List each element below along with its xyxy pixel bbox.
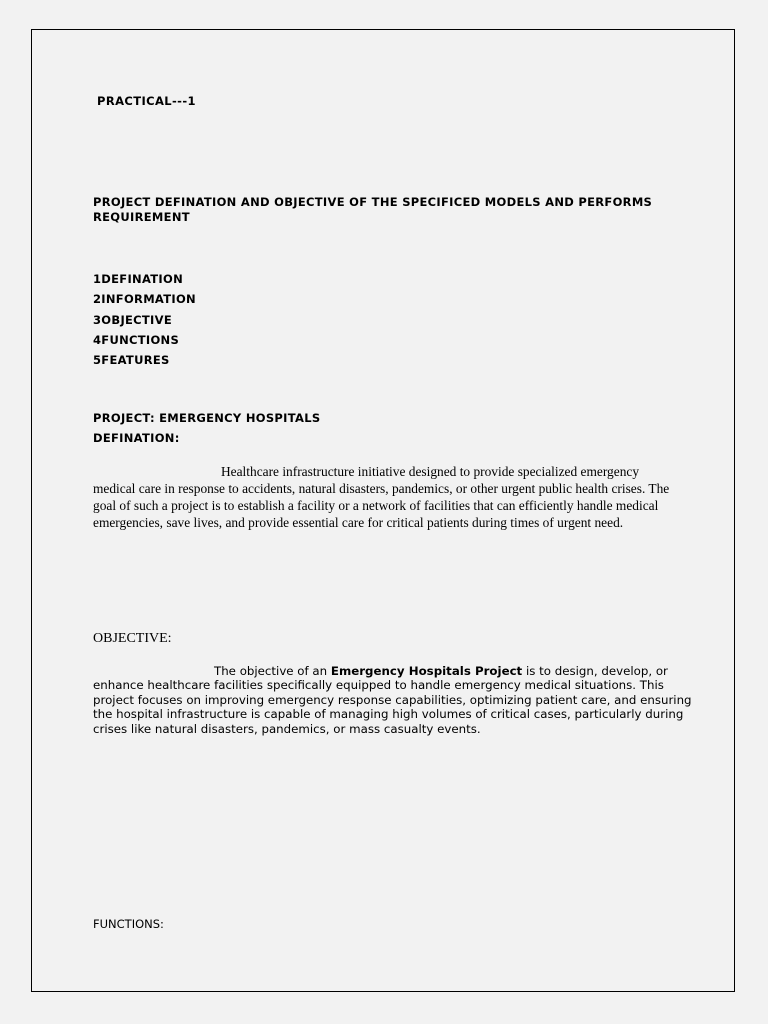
objective-paragraph [93, 664, 693, 736]
practical-title: PRACTICAL---1 [97, 94, 196, 108]
definition-label: DEFINATION: [93, 431, 180, 445]
toc-item-features: 5FEATURES [93, 353, 170, 368]
functions-label: FUNCTIONS: [93, 917, 164, 931]
toc-item-information: 2INFORMATION [93, 292, 196, 307]
toc-item-functions: 4FUNCTIONS [93, 332, 180, 347]
document-page [31, 29, 735, 992]
objective-text-start: The objective of an [214, 664, 331, 678]
objective-text-rest: is to design, develop, or enhance healthcare facilities specifically equipped to handle emergency medical situations. This project focuses on improving emergency response capabilities, optimizing patient care, and ensuring the hospital infrastructure is capable of managing high volumes of critical cases, particularly during crises like natural disasters, pandemics, or mass casualty events. [93, 664, 692, 736]
project-label: PROJECT: EMERGENCY HOSPITALS [93, 411, 321, 425]
toc-item-definition: 1DEFINATION [93, 272, 183, 286]
definition-paragraph [93, 463, 678, 531]
objective-label: OBJECTIVE: [93, 631, 172, 646]
project-heading: PROJECT DEFINATION AND OBJECTIVE OF THE SPECIFICED MODELS AND PERFORMS REQUIREMENT [93, 195, 653, 224]
table-of-contents [93, 269, 196, 370]
definition-text: Healthcare infrastructure initiative designed to provide specialized emergency medical care in response to accidents, natural disasters, pandemics, or other urgent public health crises. The goal of such a project is to establish a facility or a network of facilities that can efficiently handle medical emergencies, save lives, and provide essential care for critical patients during times of urgent need. [93, 464, 670, 530]
objective-project-name: Emergency Hospitals Project [330, 664, 523, 678]
toc-item-objective: 3OBJECTIVE [93, 312, 172, 327]
